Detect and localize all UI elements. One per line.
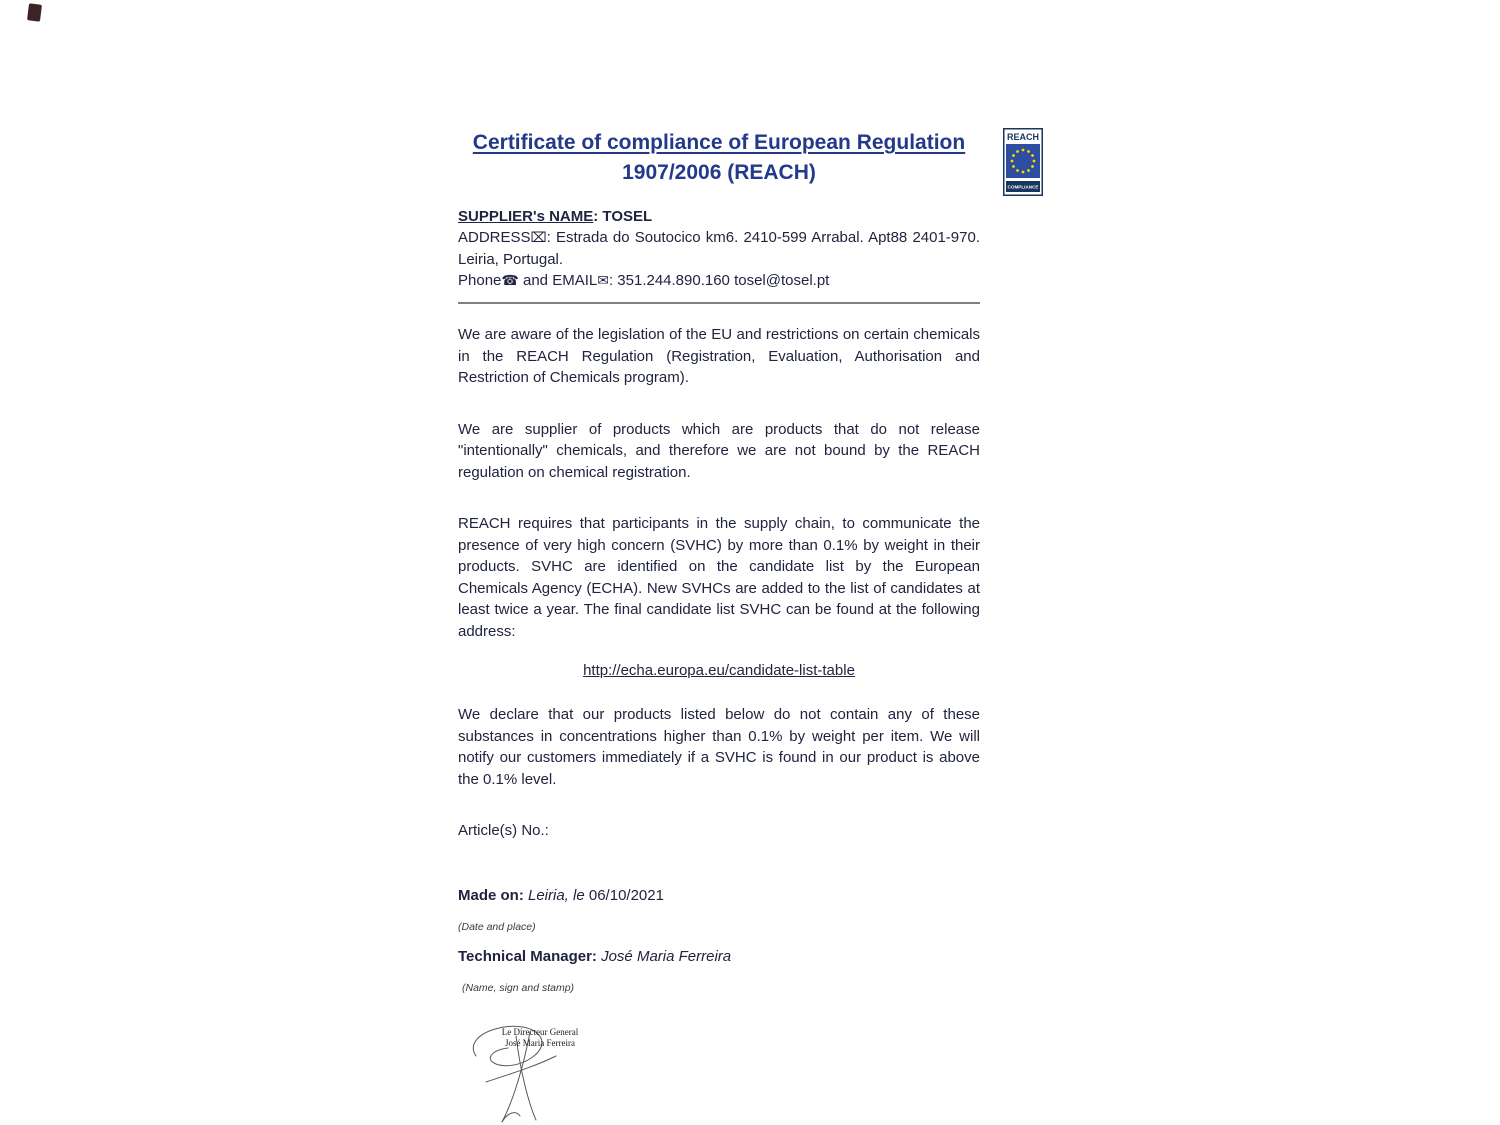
signature-stamp-text: [484, 1027, 596, 1049]
title-line-1: Certificate of compliance of European Regulation: [472, 131, 966, 154]
signature-title-line: Le Directeur General: [501, 1026, 579, 1037]
signature-block: [458, 1014, 678, 1125]
technical-manager-label: Technical Manager:: [458, 947, 602, 965]
reach-logo-compliance-label: COMPLIANCE: [1007, 184, 1039, 190]
technical-manager-line: [458, 947, 980, 967]
candidate-list-link[interactable]: http://echa.europa.eu/candidate-list-table: [583, 662, 855, 679]
reach-compliance-logo: [1003, 128, 1043, 196]
supplier-address-line: [458, 227, 980, 270]
made-on-label: Made on:: [458, 886, 528, 904]
mail-icon: ✉: [597, 273, 609, 289]
made-on-line: [458, 886, 980, 906]
paragraph-svhc-requirement: REACH requires that participants in the supply chain, to communicate the presence of very high concern (SVHC) by more than 0.1% by weight in their products. SVHC are identified on the candidate list by the European Chemicals Agency (ECHA). New SVHCs are added to the list of candidates at least twice a year. The final candidate list SVHC can be found at the following address:: [458, 515, 980, 640]
date-place-note: (Date and place): [458, 920, 536, 933]
phone-icon: ☎: [501, 273, 519, 289]
page-title: [458, 128, 980, 188]
title-line-2: 1907/2006 (REACH): [622, 161, 816, 184]
supplier-contact-line: [458, 270, 980, 292]
address-value: : Estrada do Soutocico km6. 2410-599 Arrabal. Apt88 2401-970. Leiria, Portugal.: [458, 229, 980, 268]
supplier-block: [458, 206, 980, 292]
envelope-icon: ⌧: [530, 230, 547, 246]
contact-value: : 351.244.890.160 tosel@tosel.pt: [608, 272, 830, 289]
supplier-name-value: : TOSEL: [593, 208, 653, 225]
paragraph-supplier-statement: We are supplier of products which are products that do not release "intentionally" chemicals, and therefore we are not bound by the REACH regulation on chemical registration.: [458, 420, 980, 481]
section-divider: [458, 302, 980, 304]
supplier-name-label: SUPPLIER's NAME: [458, 208, 594, 225]
address-label: ADDRESS: [458, 229, 531, 246]
reach-logo-title: REACH: [1006, 132, 1040, 142]
supplier-name-line: [458, 206, 980, 227]
technical-manager-name: José Maria Ferreira: [601, 947, 732, 965]
document-body: [458, 0, 980, 1125]
signature-name-line: José Maria Ferreira: [505, 1037, 575, 1048]
made-on-place: Leiria, le: [528, 886, 589, 904]
paragraph-awareness: We are aware of the legislation of the EU and restrictions on certain chemicals in the REACH Regulation (Registration, Evaluation, Authorisation and Restriction of Chemicals program).: [458, 326, 980, 386]
articles-no-label: Article(s) No.:: [458, 822, 549, 839]
scan-artifact-mark: [27, 3, 42, 21]
paragraph-declaration: We declare that our products listed below do not contain any of these substances in concentrations higher than 0.1% by weight per item. We will notify our customers immediately if a SVHC is found in our product is above the 0.1% level.: [458, 706, 980, 788]
made-on-date: 06/10/2021: [588, 886, 664, 904]
phone-label: Phone: [458, 272, 502, 289]
reach-logo-graphic: [1003, 128, 1043, 196]
email-label: and EMAIL: [518, 272, 598, 289]
candidate-list-link-row: [458, 662, 980, 680]
name-sign-stamp-note: (Name, sign and stamp): [462, 981, 575, 994]
